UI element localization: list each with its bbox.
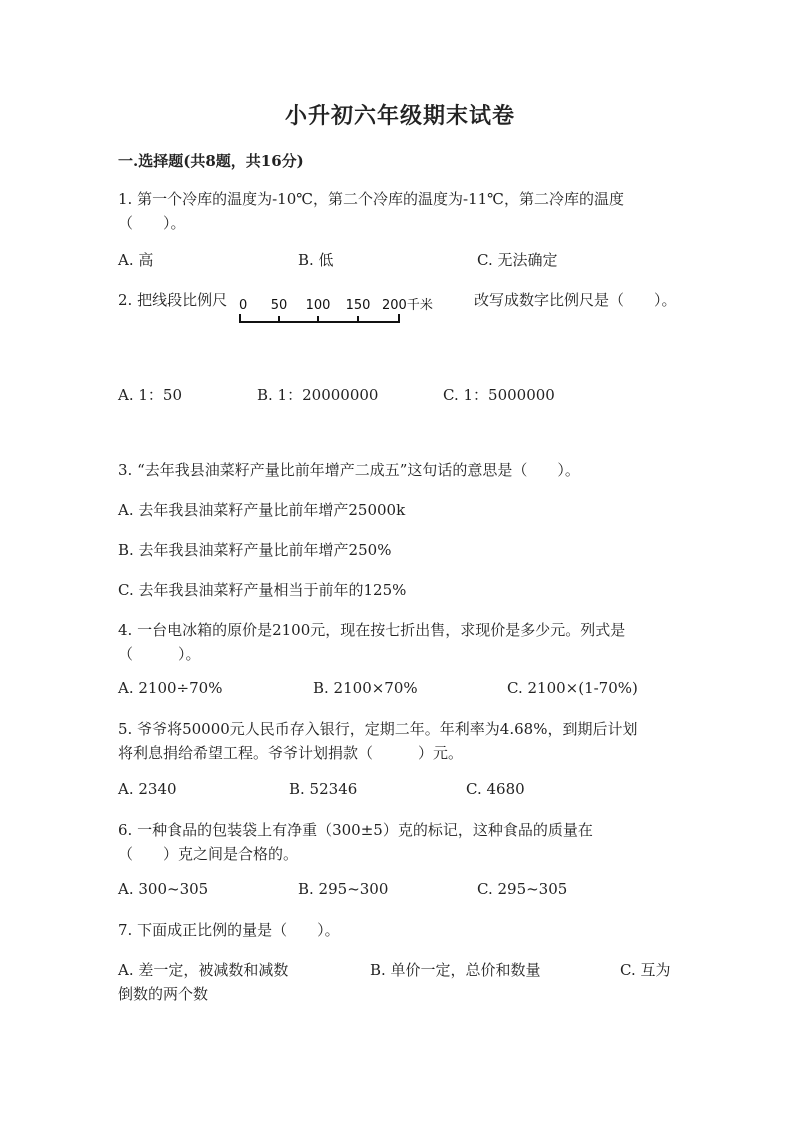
question-4-option-a: A. 2100÷70% [118,679,223,697]
question-2-option-a: A. 1：50 [118,386,182,404]
question-1-option-b: B. 低 [298,251,334,269]
question-5-text-cont: 将利息捐给希望工程。爷爷计划捐款（ ）元。 [118,744,464,762]
exam-title: 小升初六年级期末试卷 [284,103,515,129]
question-4-text-cont: （ ）。 [118,645,201,663]
question-7-option-b: B. 单价一定，总价和数量 [370,961,541,979]
question-3-option-c: C. 去年我县油菜籽产量相当于前年的125% [118,581,407,599]
question-2-option-b: B. 1：20000000 [257,386,379,404]
question-1-option-a: A. 高 [118,251,154,269]
question-3-option-b: B. 去年我县油菜籽产量比前年增产250% [118,541,392,559]
question-7-option-c-cont: 倒数的两个数 [118,985,209,1003]
scale-tick-label: 200千米 [382,298,433,313]
question-3-text: 3. “去年我县油菜籽产量比前年增产二成五”这句话的意思是（ ）。 [118,461,580,479]
question-7-option-c: C. 互为 [620,961,671,979]
question-5-option-a: A. 2340 [118,780,177,798]
scale-tick-label: 150 [345,298,371,313]
question-2-text-cont: 改写成数字比例尺是（ ）。 [474,291,677,309]
question-1-option-c: C. 无法确定 [477,251,558,269]
question-5-text: 5. 爷爷将50000元人民币存入银行，定期二年。年利率为4.68%，到期后计划 [118,720,638,738]
question-1-text-cont: （ ）。 [118,214,186,232]
question-4-text: 4. 一台电冰箱的原价是2100元，现在按七折出售，求现价是多少元。列式是 [118,621,626,639]
question-2-text: 2. 把线段比例尺 [118,291,228,309]
question-2-option-c: C. 1：5000000 [443,386,555,404]
question-6-option-a: A. 300~305 [118,880,209,898]
line-segment-scale [236,293,446,327]
question-4-option-b: B. 2100×70% [313,679,418,697]
section-heading: 一.选择题(共8题，共16分) [118,152,304,170]
scale-tick-label: 0 [239,298,248,313]
question-7-text: 7. 下面成正比例的量是（ ）。 [118,921,340,939]
question-4-option-c: C. 2100×(1-70%) [507,679,638,697]
question-6-option-c: C. 295~305 [477,880,568,898]
scale-tick-label: 100 [305,298,331,313]
scale-tick-label: 50 [270,298,288,313]
question-5-option-b: B. 52346 [289,780,358,798]
question-7-option-a: A. 差一定，被减数和减数 [118,961,289,979]
question-5-option-c: C. 4680 [466,780,525,798]
question-3-option-a: A. 去年我县油菜籽产量比前年增产25000k [118,501,406,519]
question-6-text: 6. 一种食品的包装袋上有净重（300±5）克的标记，这种食品的质量在 [118,821,593,839]
question-6-text-cont: （ ）克之间是合格的。 [118,845,299,863]
question-1-text: 1. 第一个冷库的温度为-10℃，第二个冷库的温度为-11℃，第二冷库的温度 [118,190,624,208]
question-6-option-b: B. 295~300 [298,880,389,898]
